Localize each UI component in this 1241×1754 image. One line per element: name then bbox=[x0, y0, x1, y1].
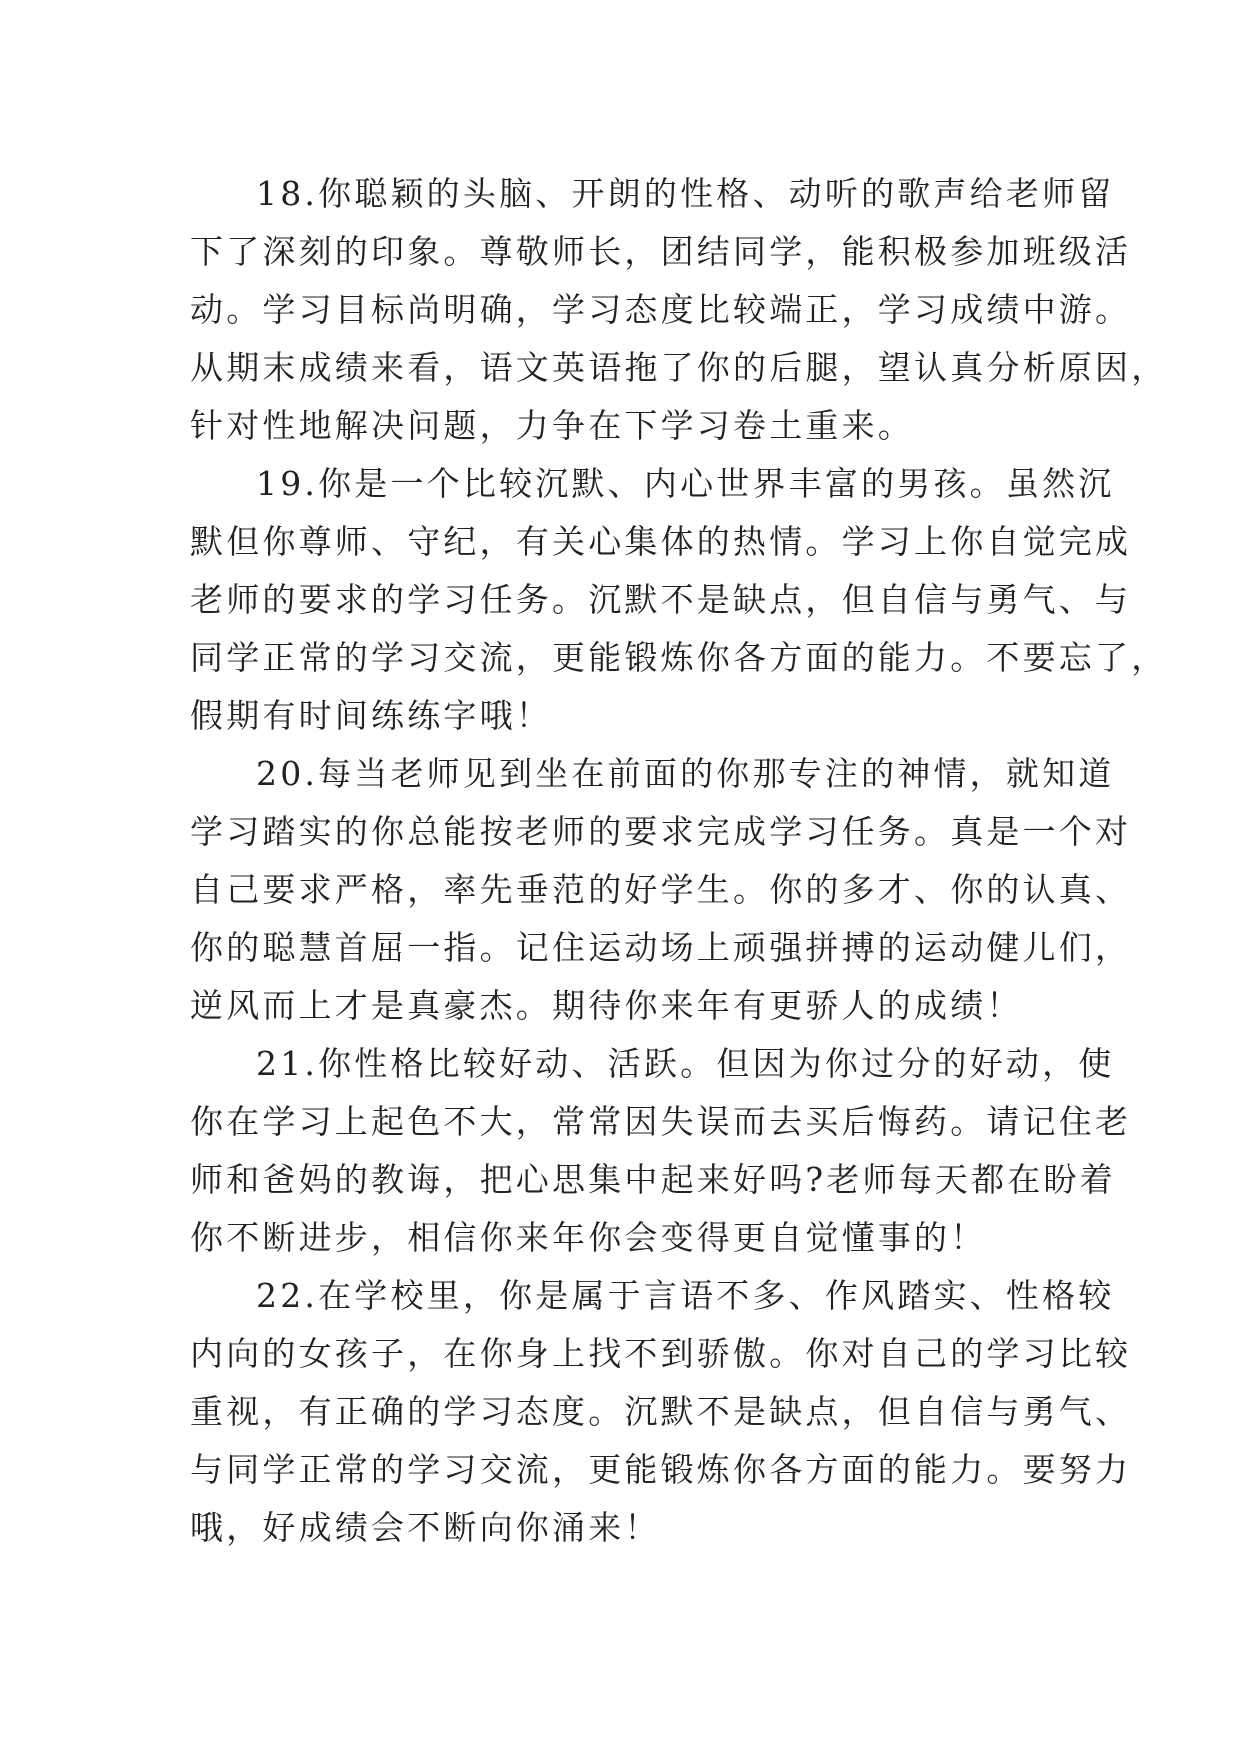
paragraph-line: 默但你尊师、守纪，有关心集体的热情。学习上你自觉完成 bbox=[190, 522, 1132, 561]
paragraph-line: 你在学习上起色不大，常常因失误而去买后悔药。请记住老 bbox=[190, 1102, 1132, 1141]
paragraph-line: 18.你聪颖的头脑、开朗的性格、动听的歌声给老师留 bbox=[256, 174, 1115, 213]
paragraph-18 bbox=[190, 165, 1168, 455]
paragraph-line: 自己要求严格，率先垂范的好学生。你的多才、你的认真、 bbox=[190, 870, 1132, 909]
paragraph-line: 你不断进步，相信你来年你会变得更自觉懂事的！ bbox=[190, 1218, 987, 1257]
paragraph-line: 与同学正常的学习交流，更能锻炼你各方面的能力。要努力 bbox=[190, 1450, 1132, 1489]
paragraph-line: 针对性地解决问题，力争在下学习卷土重来。 bbox=[190, 406, 914, 445]
paragraph-line: 内向的女孩子，在你身上找不到骄傲。你对自己的学习比较 bbox=[190, 1334, 1132, 1373]
paragraph-line: 师和爸妈的教诲，把心思集中起来好吗?老师每天都在盼着 bbox=[190, 1160, 1116, 1199]
paragraph-line: 你的聪慧首屈一指。记住运动场上顽强拼搏的运动健儿们， bbox=[190, 928, 1132, 967]
paragraph-line: 假期有时间练练字哦！ bbox=[190, 696, 552, 735]
paragraph-line: 逆风而上才是真豪杰。期待你来年有更骄人的成绩！ bbox=[190, 986, 1023, 1025]
paragraph-line: 19.你是一个比较沉默、内心世界丰富的男孩。虽然沉 bbox=[256, 464, 1115, 503]
paragraph-line: 动。学习目标尚明确，学习态度比较端正，学习成绩中游。 bbox=[190, 290, 1132, 329]
paragraph-20 bbox=[190, 745, 1132, 1035]
paragraph-19 bbox=[190, 455, 1168, 745]
paragraph-21 bbox=[190, 1035, 1132, 1267]
paragraph-line: 20.每当老师见到坐在前面的你那专注的神情，就知道 bbox=[256, 754, 1115, 793]
paragraph-line: 学习踏实的你总能按老师的要求完成学习任务。真是一个对 bbox=[190, 812, 1132, 851]
paragraph-line: 下了深刻的印象。尊敬师长，团结同学，能积极参加班级活 bbox=[190, 232, 1132, 271]
paragraph-line: 同学正常的学习交流，更能锻炼你各方面的能力。不要忘了， bbox=[190, 638, 1168, 677]
paragraph-line: 从期末成绩来看，语文英语拖了你的后腿，望认真分析原因， bbox=[190, 348, 1168, 387]
document-body bbox=[190, 165, 1168, 1557]
paragraph-22 bbox=[190, 1267, 1132, 1557]
paragraph-line: 老师的要求的学习任务。沉默不是缺点，但自信与勇气、与 bbox=[190, 580, 1132, 619]
paragraph-line: 22.在学校里，你是属于言语不多、作风踏实、性格较 bbox=[256, 1276, 1115, 1315]
paragraph-line: 21.你性格比较好动、活跃。但因为你过分的好动，使 bbox=[256, 1044, 1115, 1083]
paragraph-line: 重视，有正确的学习态度。沉默不是缺点，但自信与勇气、 bbox=[190, 1392, 1132, 1431]
paragraph-line: 哦，好成绩会不断向你涌来！ bbox=[190, 1508, 661, 1547]
